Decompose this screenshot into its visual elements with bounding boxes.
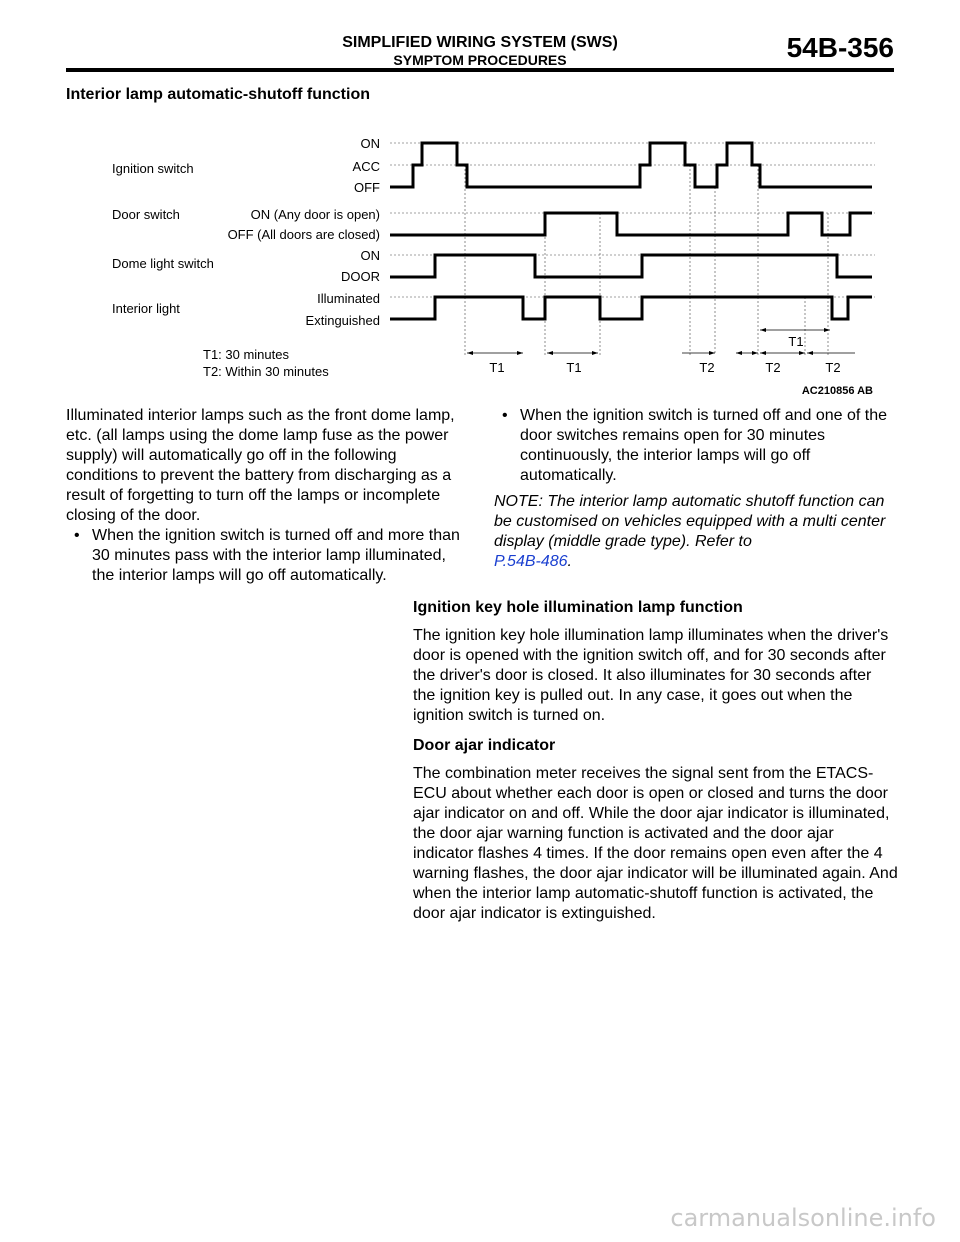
state-dome-door: DOOR (341, 269, 380, 284)
key-hole-title: Ignition key hole illumination lamp function (413, 599, 743, 616)
state-ig-acc: ACC (352, 159, 380, 174)
key-hole-section (413, 598, 898, 924)
legend-t2: T2: Within 30 minutes (203, 364, 329, 379)
label-door: Door switch (112, 207, 180, 222)
span-t1-a: T1 (489, 360, 505, 375)
state-dome-on: ON (360, 248, 380, 263)
intro-paragraph: Illuminated interior lamps such as the front dome lamp, etc. (all lamps using the dome lamp fuse as the power supply) will automatically go off in the following conditions to prevent the battery from discharging as a result of forgetting to turn off the lamps or incomplete closing of the door. (66, 407, 455, 524)
bullet-door-open: • When the ignition switch is turned off and one of the door switches remains open for 30 minutes continuously, the interior lamps will go off automatically. (502, 407, 888, 484)
note-link[interactable]: P.54B-486 (494, 553, 568, 570)
header-rule (66, 68, 894, 72)
state-int-ext: Extinguished (305, 313, 380, 328)
interior-waveform (390, 297, 872, 319)
note-paragraph: NOTE: The interior lamp automatic shutoff function can be customised on vehicles equipped with a multi center display (middle grade type). Refer to P.54B-486. (494, 493, 886, 570)
header-title: SIMPLIFIED WIRING SYSTEM (SWS) (342, 34, 618, 51)
state-ig-on: ON (360, 136, 380, 151)
header-subtitle: SYMPTOM PROCEDURES (393, 52, 567, 68)
state-door-off: OFF (All doors are closed) (227, 227, 380, 242)
span-t2-b: T2 (765, 360, 781, 375)
door-ajar-title: Door ajar indicator (413, 737, 556, 754)
figure-code: AC210856 AB (801, 385, 873, 397)
right-column (494, 406, 898, 572)
state-ig-off: OFF (354, 180, 380, 195)
state-int-illum: Illuminated (317, 291, 380, 306)
left-column (66, 406, 468, 586)
span-t1-c: T1 (788, 334, 804, 349)
page-number: 54B-356 (786, 32, 894, 63)
state-door-on: ON (Any door is open) (250, 207, 380, 222)
footer-watermark: carmanualsonline.info (670, 1204, 936, 1232)
bullet-ignition-off: • When the ignition switch is turned off and more than 30 minutes pass with the interior lamp illuminated, the interior lamps will go off automatically. (74, 527, 460, 584)
dome-waveform (390, 255, 872, 277)
span-t2-c: T2 (825, 360, 841, 375)
span-t2-a: T2 (699, 360, 715, 375)
label-ignition: Ignition switch (112, 161, 194, 176)
label-interior: Interior light (112, 301, 180, 316)
guide-lines (390, 143, 875, 355)
timing-diagram (100, 125, 890, 400)
door-ajar-body: The combination meter receives the signal sent from the ETACS-ECU about whether each door is open or closed and turns the door ajar indicator on and off. While the door ajar indicator is illuminated, the door ajar warning function is activated and the door ajar indicator flashes 4 times. If the door remains open even after the 4 warning flashes, the door ajar indicator will be illuminated again. And when the interior lamp automatic-shutoff function is activated, the door ajar indicator is extinguished. (413, 765, 898, 922)
legend-t1: T1: 30 minutes (203, 347, 289, 362)
door-waveform (390, 213, 872, 235)
section-title: Interior lamp automatic-shutoff function (66, 86, 370, 103)
key-hole-body: The ignition key hole illumination lamp illuminates when the driver's door is opened with the ignition switch off, and for 30 seconds after the driver's door is closed. It also illuminates for 30 seconds after the ignition key is pulled out. In any case, it goes out when the ignition switch is turned on. (413, 627, 889, 724)
label-dome: Dome light switch (112, 256, 214, 271)
span-t1-b: T1 (566, 360, 582, 375)
